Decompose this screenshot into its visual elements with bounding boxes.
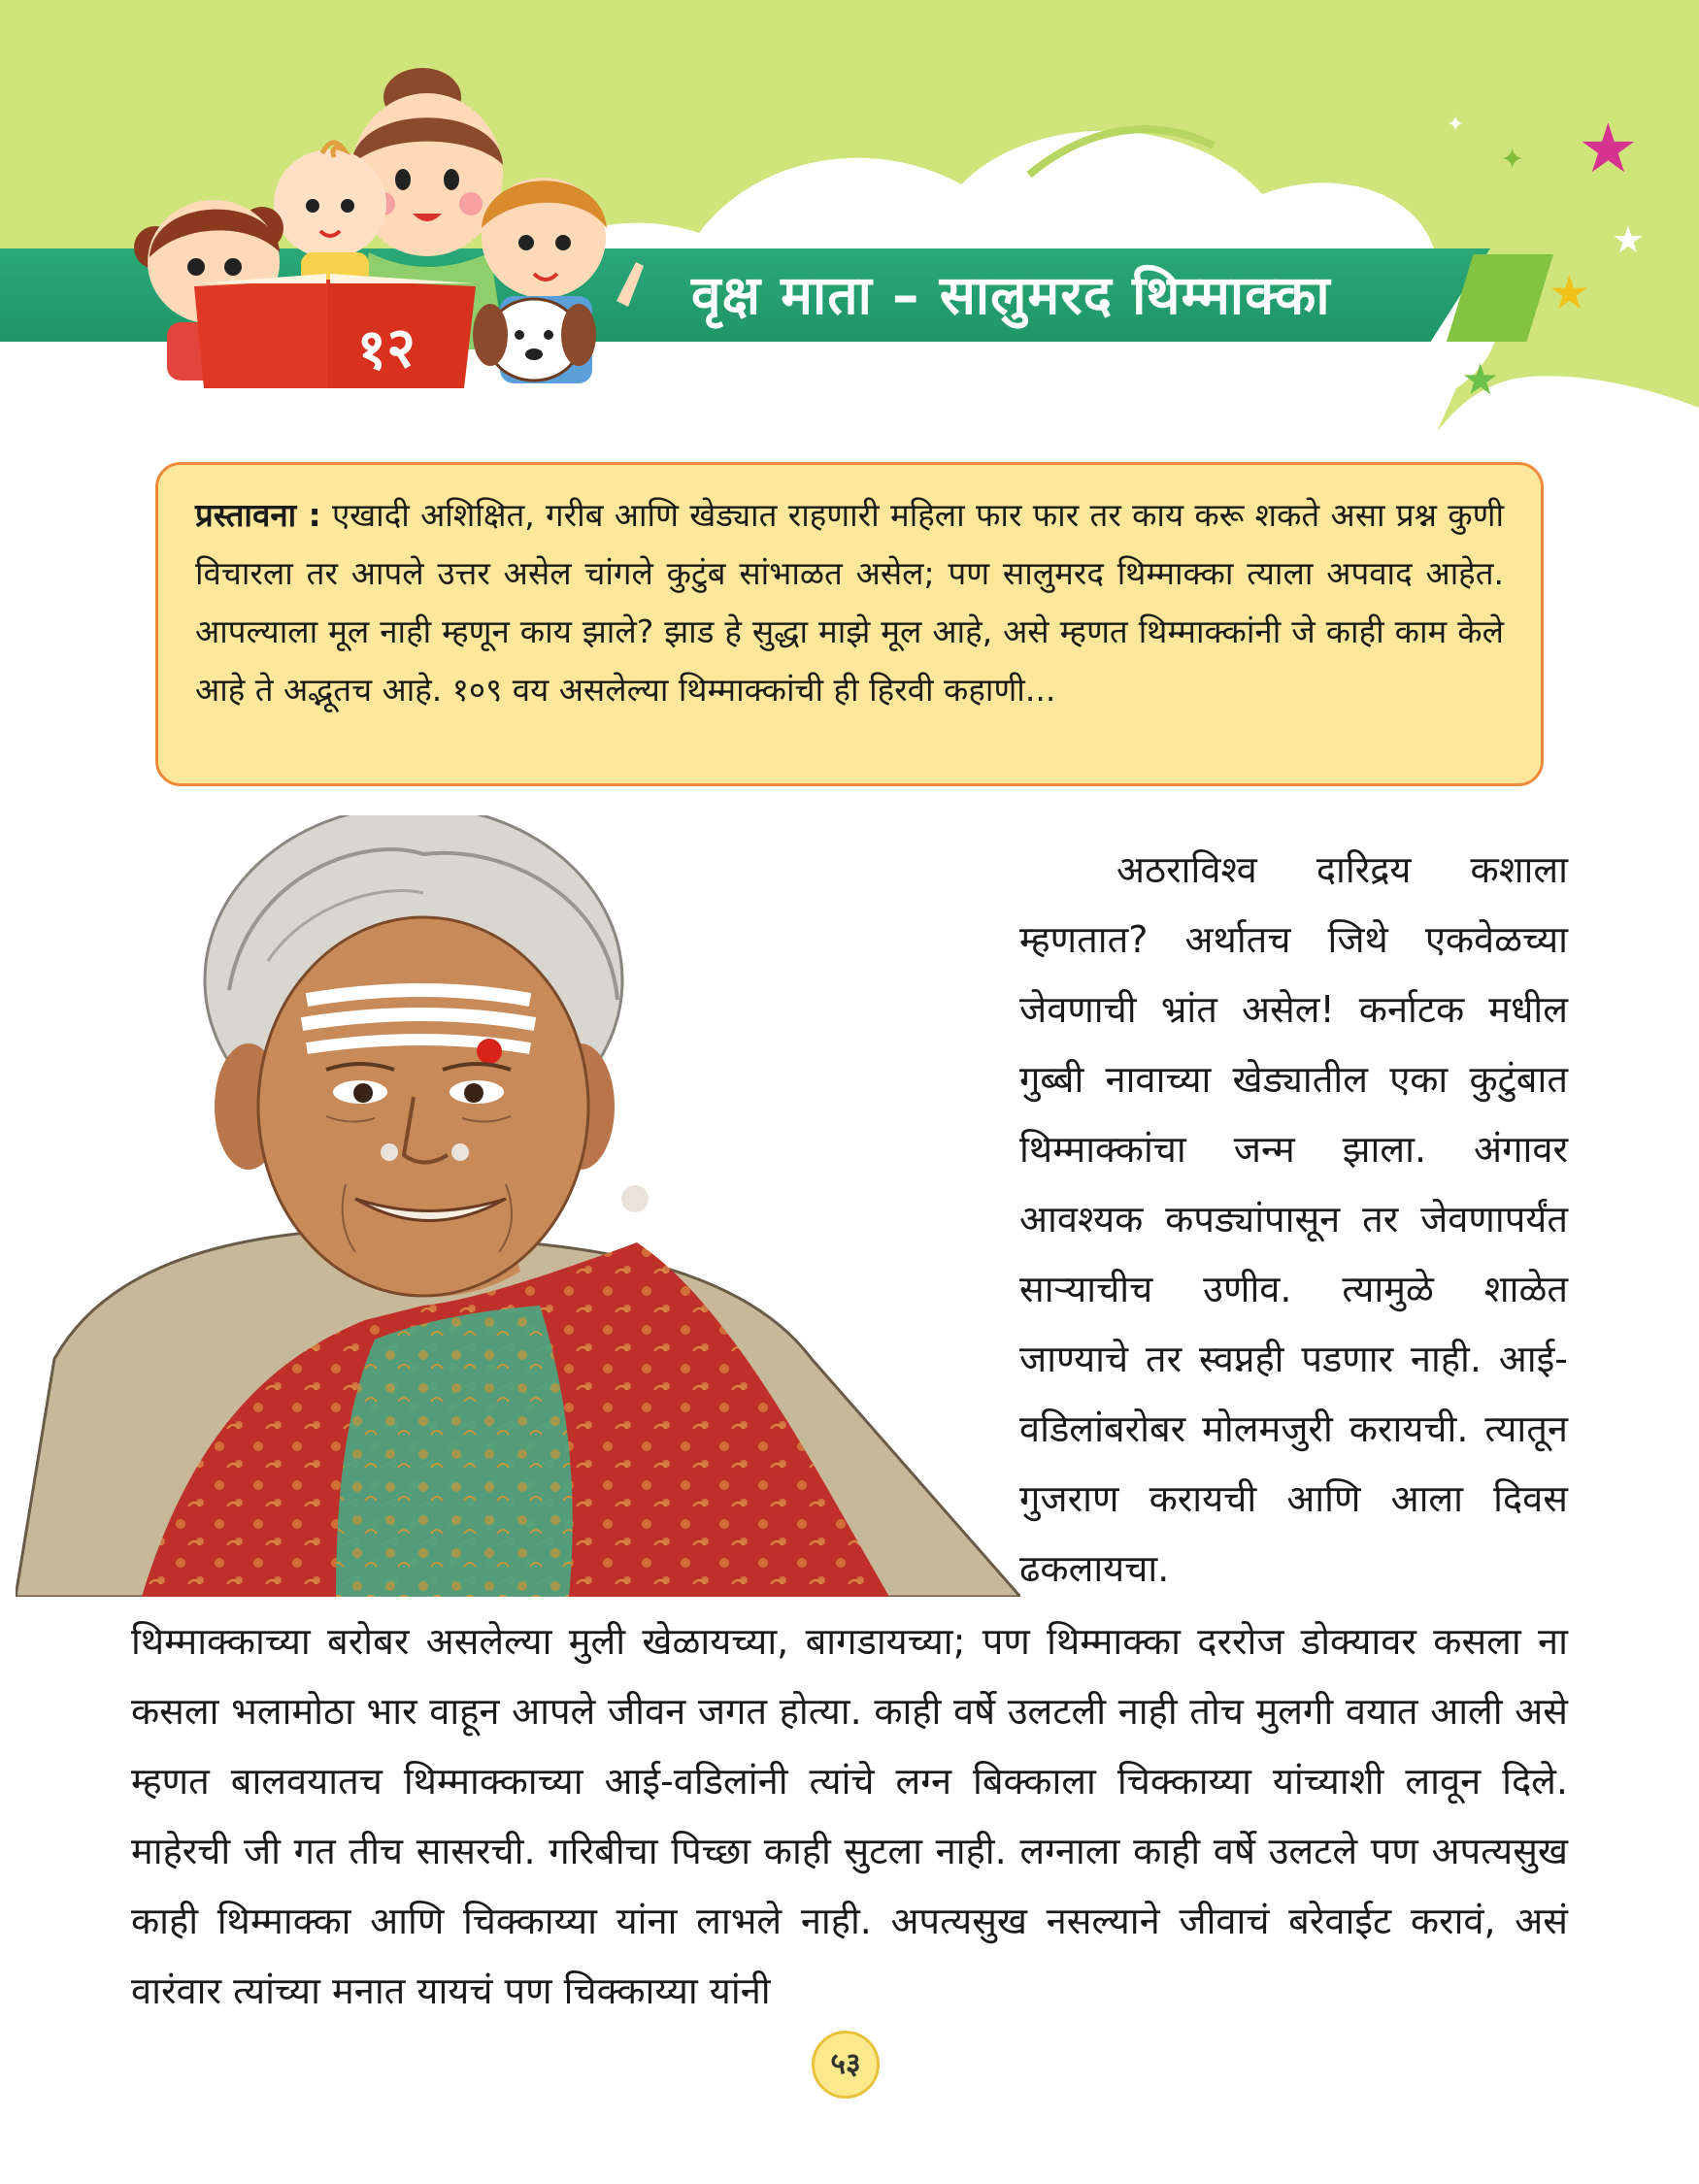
intro-paragraph bbox=[195, 486, 1504, 719]
page-number: ५३ bbox=[812, 2031, 880, 2099]
thimmakka-portrait bbox=[16, 815, 1020, 1597]
body-full-text bbox=[131, 1606, 1568, 2026]
body-column-text bbox=[1019, 835, 1568, 1604]
intro-label: प्रस्तावना : bbox=[195, 496, 321, 534]
star-icon: ✦ bbox=[1500, 143, 1525, 177]
intro-text: एखादी अशिक्षित, गरीब आणि खेड्यात राहणारी महिला फार फार तर काय करू शकते असा प्रश्न कुणी विचारला तर आपले उत्तर असेल चांगले कुटुंब सांभाळत असेल; पण सालुमरद थिम्माक्का त्याला अपवाद आहेत. आपल्याला मूल नाही म्हणून काय झाले? झाड हे सुद्धा माझे मूल आहे, असे म्हणत थिम्माक्कांनी जे काही काम केले आहे ते अद्भूतच आहे. १०९ वय असलेल्या थिम्माक्कांची ही हिरवी कहाणी... bbox=[195, 496, 1504, 709]
body-paragraph-2: थिम्माक्काच्या बरोबर असलेल्या मुली खेळायच्या, बागडायच्या; पण थिम्माक्का दररोज डोक्यावर कसला ना कसला भलामोठा भार वाहून आपले जीवन जगत होत्या. काही वर्षे उलटली नाही तोच मुलगी वयात आली असे म्हणत बालवयातच थिम्माक्काच्या आई-वडिलांनी त्यांचे लग्न बिक्काला चिक्काय्या यांच्याशी लावून दिले. माहेरची जी गत तीच सासरची. गरिबीचा पिच्छा काही सुटला नाही. लग्नाला काही वर्षे उलटले पण अपत्यसुख काही थिम्माक्का आणि चिक्काय्या यांना लाभले नाही. अपत्यसुख नसल्याने जीवाचं बरेवाईट करावं, असं वारंवार त्यांच्या मनात यायचं पण चिक्काय्या यांनी bbox=[131, 1620, 1568, 2012]
chapter-title: वृक्ष माता – सालुमरद थिम्माक्का bbox=[691, 264, 1331, 326]
intro-box bbox=[155, 462, 1544, 786]
star-icon: ★ bbox=[1549, 266, 1591, 320]
body-paragraph-1: अठराविश्व दारिद्रय कशाला म्हणतात? अर्थातच जिथे एकवेळच्या जेवणाची भ्रांत असेल! कर्नाटक मधील गुब्बी नावाच्या खेड्यातील एका कुटुंबात थिम्माक्कांचा जन्म झाला. अंगावर आवश्यक कपड्यांपासून तर जेवणापर्यंत साऱ्याचीच उणीव. त्यामुळे शाळेत जाण्याचे तर स्वप्नही पडणार नाही. आई-वडिलांबरोबर मोलमजुरी करायची. त्यातून गुजराण करायची आणि आला दिवस ढकलायचा. bbox=[1019, 848, 1568, 1590]
star-icon: ✦ bbox=[1447, 113, 1465, 137]
star-icon: ★ bbox=[1612, 218, 1646, 261]
star-icon: ★ bbox=[1461, 355, 1500, 405]
chapter-number: १२ bbox=[354, 313, 418, 384]
star-icon: ★ bbox=[1578, 109, 1639, 188]
